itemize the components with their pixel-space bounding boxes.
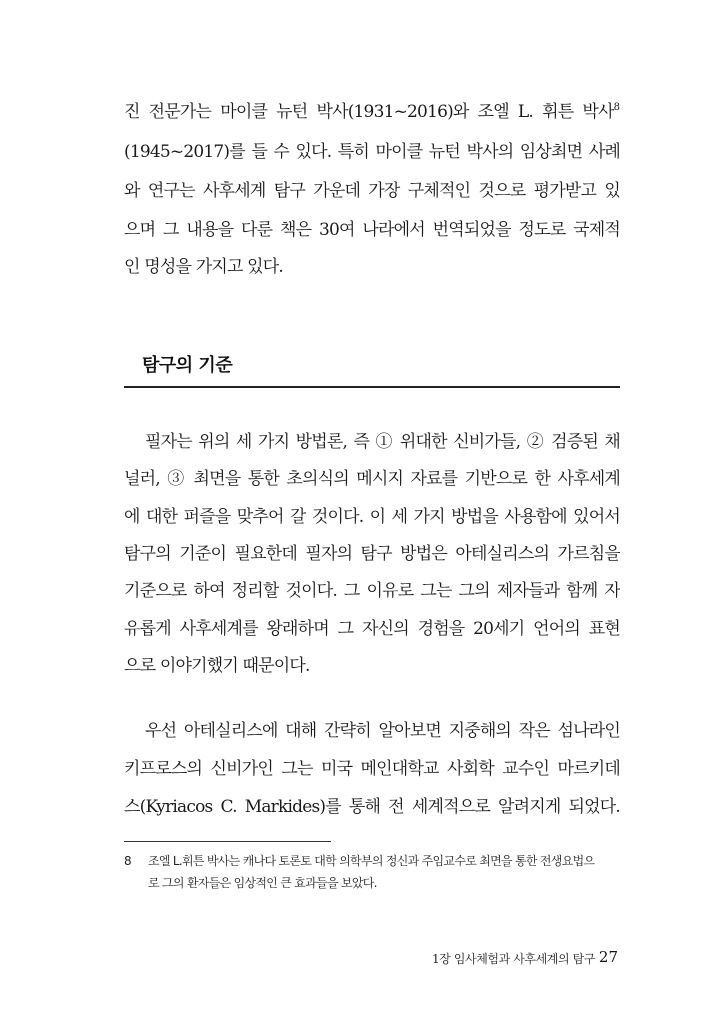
paragraph-3-line-1: 우선 아테실리스에 대해 간략히 알아보면 지중해의 작은 섬나라인	[145, 721, 620, 741]
paragraph-1-line-1	[124, 101, 620, 123]
paragraph-2-line-5: 기준으로 하여 정리할 것이다. 그 이유로 그는 그의 제자들과 함께 자	[124, 581, 620, 601]
paragraph-1-line-5: 인 명성을 가지고 있다.	[124, 257, 284, 277]
paragraph-3-line-2: 키프로스의 신비가인 그는 미국 메인대학교 사회학 교수인 마르키데	[124, 759, 620, 779]
paragraph-1-line-3: 와 연구는 사후세계 탐구 가운데 가장 구체적인 것으로 평가받고 있	[124, 181, 620, 201]
paragraph-1-line-1-text: 진 전문가는 마이클 뉴턴 박사(1931~2016)와 조엘 L. 휘튼 박사	[124, 102, 614, 122]
section-heading: 탐구의 기준	[142, 355, 233, 376]
paragraph-2-line-4: 탐구의 기준이 필요한데 필자의 탐구 방법은 아테실리스의 가르침을	[124, 544, 620, 564]
paragraph-2-line-7: 으로 이야기했기 때문이다.	[124, 656, 310, 676]
footnote-marker: 8	[613, 102, 620, 113]
page-number: 27	[598, 948, 618, 966]
paragraph-2-line-2: 널러, ③ 최면을 통한 초의식의 메시지 자료를 기반으로 한 사후세계	[124, 469, 620, 489]
footnote-line-2: 로 그의 환자들은 임상적인 큰 효과들을 보았다.	[148, 876, 377, 890]
paragraph-3-line-3: 스(Kyriacos C. Markides)를 통해 전 세계적으로 알려지게 되었다.	[124, 797, 620, 817]
paragraph-1-line-2: (1945~2017)를 들 수 있다. 특히 마이클 뉴턴 박사의 임상최면 사례	[124, 142, 620, 162]
running-head: 1장 임사체험과 사후세계의 탐구	[432, 952, 595, 966]
paragraph-2-line-3: 에 대한 퍼즐을 맞추어 갈 것이다. 이 세 가지 방법을 사용함에 있어서	[124, 507, 620, 527]
paragraph-1-line-4: 으며 그 내용을 다룬 책은 30여 나라에서 번역되었을 정도로 국제적	[124, 220, 620, 240]
footnote-number: 8	[124, 854, 132, 868]
paragraph-2-line-1: 필자는 위의 세 가지 방법론, 즉 ① 위대한 신비가들, ② 검증된 채	[145, 432, 620, 452]
heading-underline	[124, 386, 620, 388]
paragraph-2-line-6: 유롭게 사후세계를 왕래하며 그 자신의 경험을 20세기 언어의 표현	[124, 619, 620, 639]
footnote-divider	[124, 841, 331, 842]
footnote-line-1: 조엘 L.휘튼 박사는 캐나다 토론토 대학 의학부의 정신과 주임교수로 최면을 통한 전생요법으	[148, 854, 595, 868]
